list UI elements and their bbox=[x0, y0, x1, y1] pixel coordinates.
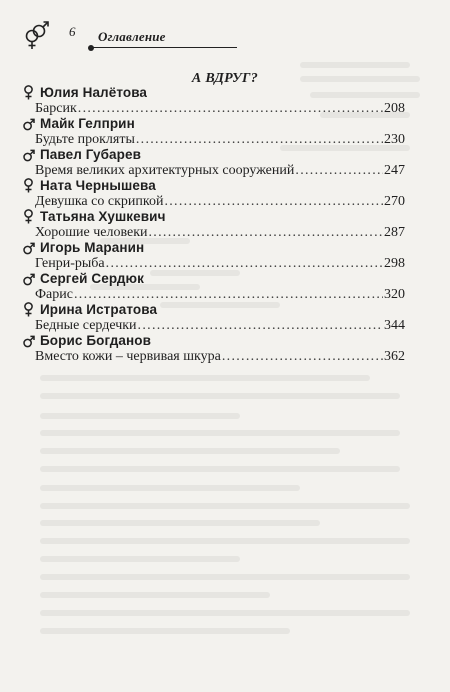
male-symbol-icon bbox=[23, 240, 36, 255]
toc-work-line[interactable] bbox=[23, 163, 405, 179]
toc-work-line[interactable] bbox=[23, 318, 405, 334]
toc-work-line[interactable] bbox=[23, 194, 405, 210]
toc-work-line[interactable] bbox=[23, 256, 405, 272]
toc-author bbox=[23, 302, 405, 318]
work-title: Барсик bbox=[35, 100, 77, 116]
work-title: Время великих архитектурных сооружений bbox=[35, 162, 295, 178]
dot-leader bbox=[149, 225, 384, 241]
dot-leader bbox=[138, 318, 383, 334]
dot-leader bbox=[222, 349, 383, 365]
work-title: Девушка со скрипкой bbox=[35, 193, 164, 209]
work-title: Фарис bbox=[35, 286, 73, 302]
author-name: Ната Чернышева bbox=[40, 178, 156, 193]
toc-work-line[interactable] bbox=[23, 287, 405, 303]
male-symbol-icon bbox=[23, 116, 36, 131]
toc-entry bbox=[23, 271, 405, 302]
author-name: Татьяна Хушкевич bbox=[40, 209, 166, 224]
toc-author bbox=[23, 271, 405, 287]
author-name: Игорь Маранин bbox=[40, 240, 145, 255]
work-title: Генри-рыба bbox=[35, 255, 105, 271]
male-symbol-icon bbox=[23, 333, 36, 348]
page-ref: 230 bbox=[384, 131, 405, 147]
page-ref: 287 bbox=[384, 224, 405, 240]
author-name: Майк Гелприн bbox=[40, 116, 135, 131]
female-symbol-icon bbox=[23, 302, 36, 317]
toc-author bbox=[23, 85, 405, 101]
female-symbol-icon bbox=[23, 178, 36, 193]
female-symbol-icon bbox=[23, 85, 36, 100]
male-symbol-icon bbox=[23, 147, 36, 162]
header-title: Оглавление bbox=[98, 29, 166, 44]
toc-entry bbox=[23, 333, 405, 364]
author-name: Юлия Налётова bbox=[40, 85, 148, 100]
toc-author bbox=[23, 147, 405, 163]
author-name: Ирина Истратова bbox=[40, 302, 158, 317]
work-title: Вместо кожи – червивая шкура bbox=[35, 348, 221, 364]
author-name: Сергей Сердюк bbox=[40, 271, 145, 286]
page-number: 6 bbox=[69, 24, 76, 39]
dot-leader bbox=[295, 163, 383, 179]
page-ref: 247 bbox=[384, 162, 405, 178]
page-ref: 208 bbox=[384, 100, 405, 116]
page-ref: 298 bbox=[384, 255, 405, 271]
dot-leader bbox=[106, 256, 383, 272]
toc-author bbox=[23, 333, 405, 349]
toc-work-line[interactable] bbox=[23, 132, 405, 148]
author-name: Борис Богданов bbox=[40, 333, 151, 348]
toc-entry bbox=[23, 85, 405, 116]
male-symbol-icon bbox=[23, 271, 36, 286]
dot-leader bbox=[74, 287, 383, 303]
dot-leader bbox=[136, 132, 383, 148]
toc-author bbox=[23, 240, 405, 256]
toc-author bbox=[23, 178, 405, 194]
page-ref: 320 bbox=[384, 286, 405, 302]
author-name: Павел Губарев bbox=[40, 147, 142, 162]
page-ref: 270 bbox=[384, 193, 405, 209]
toc-work-line[interactable] bbox=[23, 101, 405, 117]
work-title: Хорошие человеки bbox=[35, 224, 148, 240]
work-title: Бедные сердечки bbox=[35, 317, 137, 333]
toc-entry bbox=[23, 116, 405, 147]
running-header bbox=[22, 18, 422, 48]
toc-author bbox=[23, 209, 405, 225]
toc-entry bbox=[23, 240, 405, 271]
work-title: Будьте прокляты bbox=[35, 131, 135, 147]
page-ref: 362 bbox=[384, 348, 405, 364]
toc-entry bbox=[23, 147, 405, 178]
section-title: А ВДРУГ? bbox=[191, 71, 259, 86]
dot-leader bbox=[164, 194, 383, 210]
toc-work-line[interactable] bbox=[23, 225, 405, 241]
male-female-symbols-icon bbox=[22, 20, 52, 50]
header-rule bbox=[93, 47, 237, 48]
table-of-contents bbox=[23, 85, 405, 364]
toc-entry bbox=[23, 178, 405, 209]
dot-leader bbox=[78, 101, 383, 117]
toc-author bbox=[23, 116, 405, 132]
toc-entry bbox=[23, 302, 405, 333]
toc-work-line[interactable] bbox=[23, 349, 405, 365]
page-ref: 344 bbox=[384, 317, 405, 333]
toc-entry bbox=[23, 209, 405, 240]
female-symbol-icon bbox=[23, 209, 36, 224]
